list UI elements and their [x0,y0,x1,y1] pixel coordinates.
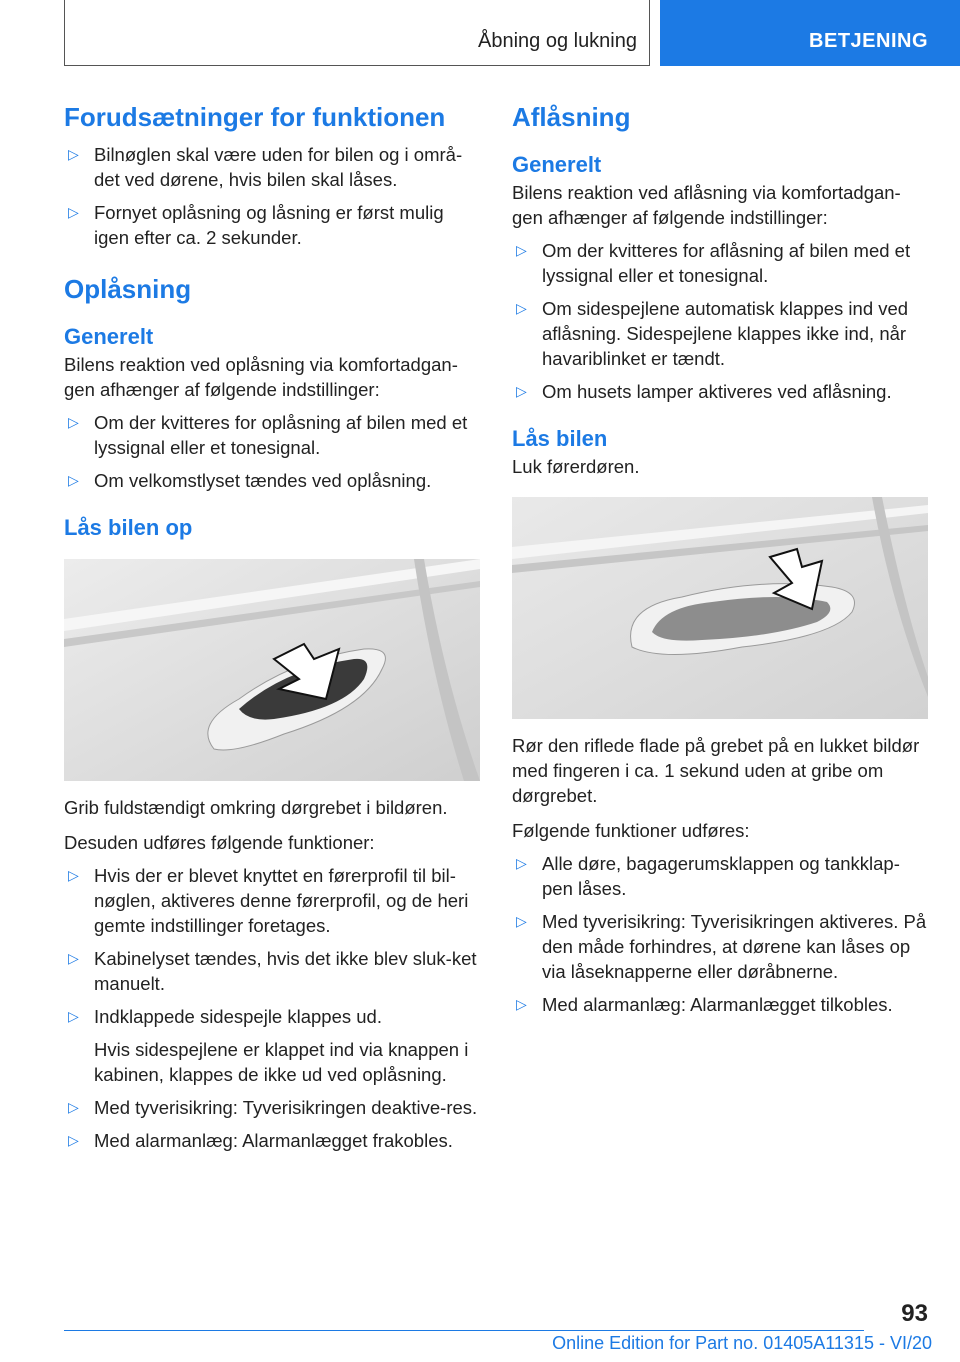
bullet-icon: ▷ [68,1132,79,1148]
bullet-icon: ▷ [68,146,79,162]
bullet-icon: ▷ [68,1008,79,1024]
bullet-icon: ▷ [516,383,527,399]
bullet-icon: ▷ [516,913,527,929]
following-text: Følgende funktioner udføres: [512,820,750,841]
list-item: ▷ Om velkomstlyset tændes ved oplåsning. [68,470,432,491]
touch-text: Rør den riflede flade på grebet på en lukket bildør med fingeren i ca. 1 sekund uden at gribe om dørgrebet. [512,735,920,806]
also-text: Desuden udføres følgende funktioner: [64,832,375,853]
bullet-icon: ▷ [68,867,79,883]
prerequisites-list [64,142,482,250]
list-item: ▷ Kabinelyset tændes, hvis det ikke blev sluk-ket manuelt. [68,948,477,994]
section-title: Åbning og lukning [477,30,637,52]
bullet-icon: ▷ [516,996,527,1012]
list-item: ▷ Om der kvitteres for oplåsning af bilen med et lyssignal eller et tonesignal. [68,412,468,458]
chapter-tab [660,0,960,66]
heading-unlocking: Oplåsning [64,274,192,304]
heading-prerequisites: Forudsætninger for funktionen [64,102,446,132]
heading-locking: Aflåsning [512,102,631,132]
bullet-icon: ▷ [68,204,79,220]
heading-lock-car: Lås bilen [512,426,608,451]
mirror-note: Hvis sidespejlene er klappet ind via knappen i kabinen, klappes de ikke ud ved oplåsning. [94,1039,469,1085]
list-item: ▷ Alle døre, bagagerumsklappen og tankklap-pen låses. [516,853,900,899]
page-number: 93 [901,1300,928,1327]
bullet-icon: ▷ [516,300,527,316]
list-item: ▷ Fornyet oplåsning og låsning er først mulig igen efter ca. 2 sekunder. [68,202,444,248]
grip-text: Grib fuldstændigt omkring dørgrebet i bildøren. [64,797,448,818]
general-text: Bilens reaktion ved aflåsning via komfortadgan-gen afhænger af følgende indstillinger: [512,182,901,228]
list-item: ▷ Om husets lamper aktiveres ved aflåsning. [516,381,892,402]
bullet-icon: ▷ [516,242,527,258]
bullet-icon: ▷ [68,950,79,966]
following-list [512,851,930,1017]
running-header [64,0,650,66]
right-column [512,100,930,1017]
heading-general: Generelt [64,324,154,349]
heading-general: Generelt [512,152,602,177]
list-item: ▷ Om der kvitteres for aflåsning af bilen med et lyssignal eller et tonesignal. [516,240,911,286]
bullet-icon: ▷ [68,1099,79,1115]
list-item: ▷ Bilnøglen skal være uden for bilen og i områ-det ved dørene, hvis bilen skal låses. [68,144,463,190]
chapter-title: BETJENING [809,30,928,52]
close-door-text: Luk førerdøren. [512,456,640,477]
left-column [64,100,482,1153]
list-item: ▷ Indklappede sidespejle klappes ud. Hvis sidespejlene er klappet ind via knappen i kabinen, klappes de ikke ud ved oplåsning. [64,1004,482,1087]
general-list [512,238,930,404]
bullet-icon: ▷ [68,472,79,488]
door-handle-unlock-image [64,559,480,781]
list-item: ▷ Med alarmanlæg: Alarmanlægget tilkobles. [516,994,893,1015]
also-list [64,863,482,1153]
list-item: ▷ Med tyverisikring: Tyverisikringen deaktive-res. [68,1097,478,1118]
general-text: Bilens reaktion ved oplåsning via komfortadgan-gen afhænger af følgende indstillinger: [64,354,458,400]
edition-note: Online Edition for Part no. 01405A11315 - VI/20 [552,1333,932,1353]
bullet-icon: ▷ [516,855,527,871]
list-item: ▷ Om sidespejlene automatisk klappes ind ved aflåsning. Sidespejlene klappes ikke ind, når havariblinket er tændt. [516,298,909,369]
door-handle-lock-image [512,497,928,719]
list-item: ▷ Med tyverisikring: Tyverisikringen aktiveres. På den måde forhindres, at dørene kan låses op via låseknapperne eller døråbnerne. [516,911,927,982]
list-item: ▷ Med alarmanlæg: Alarmanlægget frakobles. [68,1130,453,1151]
general-list [64,410,482,493]
list-item: ▷ Hvis der er blevet knyttet en førerprofil til bil-nøglen, aktiveres denne førerprofil, og de heri gemte indstillinger foretages. [68,865,469,936]
footer-divider [64,1330,864,1331]
heading-unlock-car: Lås bilen op [64,515,193,540]
bullet-icon: ▷ [68,414,79,430]
